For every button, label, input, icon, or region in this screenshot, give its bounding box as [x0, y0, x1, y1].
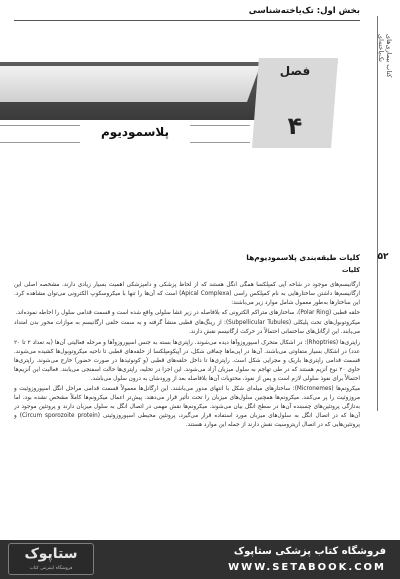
store-logo[interactable] [8, 543, 94, 575]
body-text [14, 281, 360, 540]
footer-banner [0, 540, 400, 579]
store-name: فروشگاه کتاب پزشکی ستاپوک [233, 546, 386, 557]
running-header: بخش اول: تک‌یاخته‌شناسی [248, 6, 360, 16]
side-tab-label: کتاب بیماری‌های تک‌یاخته‌ای [377, 34, 393, 78]
bullet-subpellicular-tubules: میکروتوبول‌های تحت پلیکلی (Subpellicular Tubules): از رینگ‌های قطبی منشأ گرفته و به سمت خلفی ارگانیسم به موازات محور بدن امتداد می‌یابند. این ارگانل‌های ساختمانی احتمالاً در حرکت ارگانیسم نقش دارند. [14, 320, 360, 336]
section-heading: کلیات طبقه‌بندی پلاسمودیوم‌ها [246, 253, 360, 262]
logo-wordmark: ستاپوک [24, 546, 78, 562]
store-website-link[interactable]: WWW.SETABOOK.COM [228, 562, 386, 573]
subsection-heading: کلیات [341, 266, 360, 274]
bullet-micronemes: میکرونم‌ها (Micronemes): ساختارهای میله‌ای شکل با انتهای مدور می‌باشند. این ارگانل‌ها معمولاً قسمت قدامی مراحل انگل اسپوروزوئیت و مروزوئیت را پر می‌کنند. میکرونم‌ها همچنین سلول‌های میزبان را تحت تأثیر قرار می‌دهند. پیش‌تر اعمال میکرونم‌ها کاملاً مشخص نشده بود، اما به‌تازگی پروتئین‌های چسبنده آن‌ها در سطح انگل بیان می‌شوند. میکرونم‌ها نقش مهمی در اتصال انگل به سلول میزبان دارند و پروتئین موجود در آن‌ها که در اتصال انگل به سلول‌های میزبان مورد استفاده قرار می‌گیرد، پروتئین محیطی اسپوروزوئیتی (Circum sporozoite protein) و پروتئین‌هایی که در اتصال اریتروسیت نقش دارند از جمله این موارد هستند. [14, 386, 360, 429]
paragraph-intro: ارگانیسم‌های موجود در شاخه آپی کمپلکسا همگی انگل هستند که از لحاظ پزشکی و دامپزشکی اهمیت بسیار زیادی دارند. مشخصه اصلی این ارگانیسم‌ها داشتن ساختارهایی به نام کمپلکس راسی (Apical Complexa) است که آن‌ها را تنها با میکروسکوپ الکترونی می‌توان مشاهده کرد. این ساختارها به‌طور معمول شامل موارد زیر می‌باشند: [14, 282, 360, 307]
page-number: ۵۲ [377, 252, 389, 262]
logo-tagline: فروشگاه اینترنتی کتاب [29, 566, 73, 571]
chapter-label: فصل [279, 64, 311, 78]
chapter-title: پلاسمودیوم [80, 120, 190, 144]
side-rule [377, 16, 378, 411]
chapter-number: ۴ [287, 112, 303, 140]
chapter-banner-light [0, 66, 260, 102]
bullet-rhoptries: راپتری‌ها (Rhoptries): در اشکال متحرک اسپوروزوآها دیده می‌شوند. راپتری‌ها بسته به جنس اسپوروزوآها و مرحله فعالیتی آن‌ها (به تعداد ۲ تا ۲۰ عدد) در اشکال بسیار متفاوتی می‌باشند. آن‌ها در اپی‌ماها چماقی شکل، در آپیکومپلکسا از حلقه‌های قطبی تا ناحیه میکروتوبول‌ها کشیده می‌شوند. قسمت قدامی راپتری‌ها باریک و مجرایی شکل است. راپتری‌ها تا داخل حلقه‌های قطبی (و کونوئیدها در صورت حضور) خارج می‌شوند. راپتری‌ها حاوی ۲۰ نوع آنزیم هستند که در طی تهاجم به سلول میزبان آزاد می‌شوند. این اجزا در تخلیه، راپتری‌ها حالت اسفنجی می‌یابند. فعالیت این آنزیم‌ها احتمالاً برای نفوذ سلولی لازم است و پس از نفوذ، محتویات آن‌ها بلافاصله بعد از ورودشان به درون سلول می‌باشد. [14, 339, 360, 382]
header-rule [14, 20, 360, 21]
paragraph-polar-ring: حلقه قطبی (Polar Ring)، ساختارهای متراکم الکترونی که بلافاصله در زیر غشا سلولی واقع شده است و قسمت قدامی سلول را احاطه نموده‌اند. [15, 310, 360, 317]
